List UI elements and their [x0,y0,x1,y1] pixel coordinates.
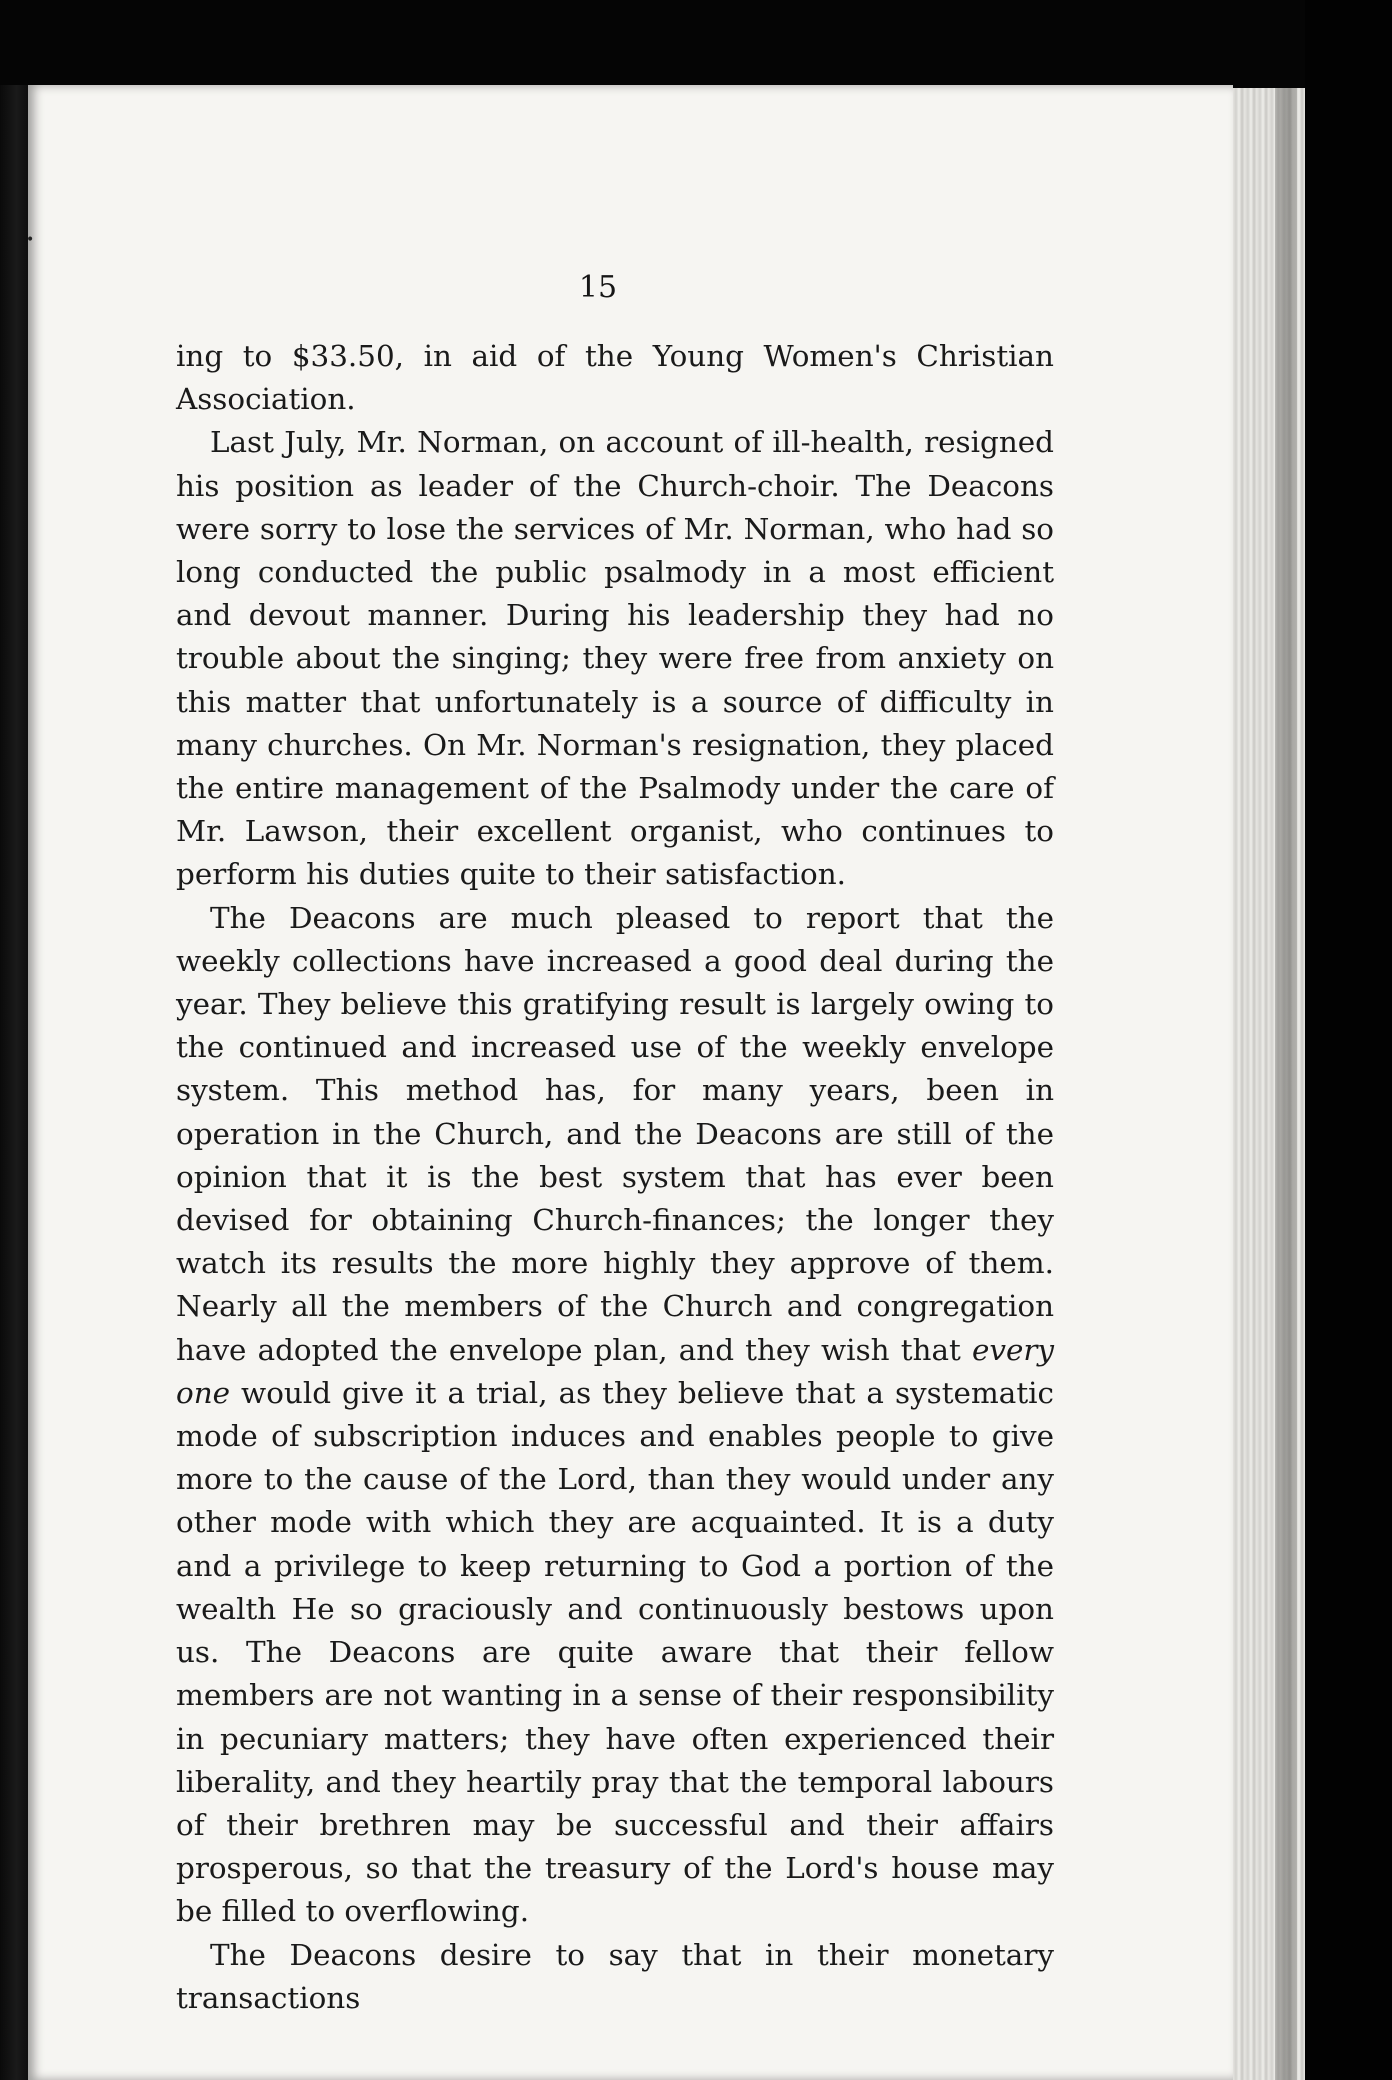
background-right [1305,0,1392,2080]
paragraph-3-text-b: would give it a trial, as they believe that a systematic mode of subscription induces and enables people to give more to the cause of the Lord, than they would under any other mode with which they are acquainted. It is a duty and a privilege to keep returning to God a portion of the wealth He so graciously and continuously bestows upon us. The Deacons are quite aware that their fellow members are not wanting in a sense of their responsibility in pecuniary matters; they have often experienced their liberality, and they heartily pray that the temporal labours of their brethren may be successful and their affairs prosperous, so that the treasury of the Lord's house may be filled to overflowing. [176,1375,1054,1929]
paragraph-4: The Deacons desire to say that in their monetary transactions [176,1937,1054,2015]
paragraph-1: ing to $33.50, in aid of the Young Women's Christian Association. [176,339,1054,417]
body-text [176,335,1054,2020]
page-number: 15 [578,270,618,305]
book-spine-shadow [0,85,30,2080]
speck-mark: • [26,232,35,248]
paragraph-3 [176,897,1054,1934]
paragraph-2: Last July, Mr. Norman, on account of ill-health, resigned his position as leader of the Church-choir. The Deacons were sorry to lose the services of Mr. Norman, who had so long conducted the public psalmody in a most efficient and devout manner. During his leadership they had no trouble about the singing; they were free from anxiety on this matter that unfortunately is a source of difficulty in many churches. On Mr. Norman's resignation, they placed the entire management of the Psalmody under the care of Mr. Lawson, their excellent organist, who continues to perform his duties quite to their satisfaction. [176,425,1054,892]
paragraph-3-emphasis: every one [176,1332,1054,1410]
paragraph-3-text-a: The Deacons are much pleased to report that the weekly collections have increased a good deal during the year. They believe this gratifying result is largely owing to the continued and increased use of the weekly envelope system. This method has, for many years, been in operation in the Church, and the Deacons are still of the opinion that it is the best system that has ever been devised for obtaining Church-finances; the longer they watch its results the more highly they approve of them. Nearly all the members of the Church and congregation have adopted the envelope plan, and they wish that [176,900,1054,1367]
